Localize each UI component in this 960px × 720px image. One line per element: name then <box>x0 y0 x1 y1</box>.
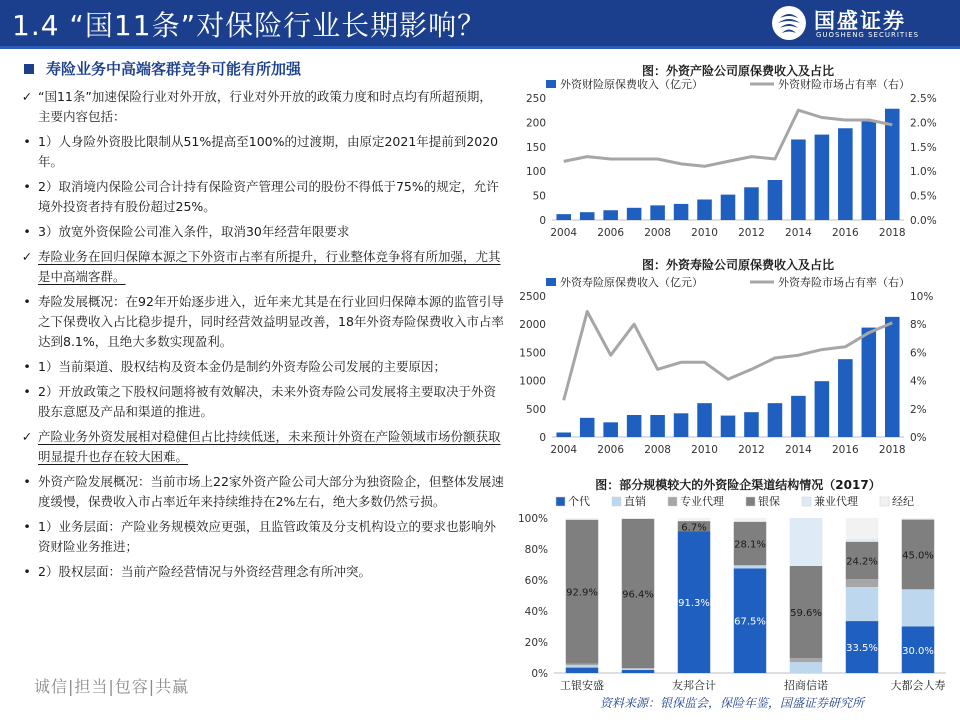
chart1-bar <box>580 212 595 220</box>
chart1-legend-swatch-bar <box>546 80 556 88</box>
chart2-y2-tick: 0% <box>910 432 927 444</box>
list-item <box>20 247 504 287</box>
list-item <box>20 517 504 557</box>
chart1-x-tick: 2012 <box>738 227 765 239</box>
bullet-icon: • <box>23 224 31 239</box>
chart3-legend-swatch <box>556 497 565 506</box>
chart1-bar <box>697 200 712 220</box>
chart2-bar <box>650 415 665 437</box>
list-item <box>20 562 504 582</box>
chart1-y-tick: 250 <box>525 93 546 105</box>
chart3-segment <box>846 518 878 539</box>
footer-motto: 诚信|担当|包容|共赢 <box>34 677 190 696</box>
chart1-x-tick: 2006 <box>597 227 625 239</box>
chart2-y-tick: 500 <box>525 403 546 416</box>
chart3-segment <box>902 518 934 520</box>
chart3-legend-swatch <box>880 497 889 506</box>
chart1-bar <box>650 205 665 220</box>
list-item <box>20 87 504 127</box>
section-subhead <box>20 56 504 82</box>
chart2-bar <box>768 403 783 437</box>
chart3-y-tick: 0% <box>531 668 548 680</box>
chart3-legend-label: 直销 <box>624 495 646 508</box>
chart1-y2-tick: 0.5% <box>910 190 937 203</box>
chart3-segment <box>622 670 654 673</box>
chart3-title: 图：部分规模较大的外资险企渠道结构情况（2017） <box>595 478 881 492</box>
list-item-text: 1）业务层面：产险业务规模效应更强，且监管政策及分支机构设立的要求也影响外资财险业务推进； <box>38 519 496 554</box>
chart1-bar <box>838 128 853 220</box>
chart2-y-tick: 2500 <box>519 291 546 303</box>
chart3-legend-swatch <box>746 497 755 506</box>
chart1-y2-tick: 2.0% <box>910 117 937 130</box>
chart2-y2-tick: 6% <box>910 347 927 360</box>
chart3-x-tick: 招商信诺 <box>784 679 828 692</box>
chart2-bar <box>580 418 595 437</box>
chart1-bar <box>791 139 806 220</box>
chart3-x-tick: 工银安盛 <box>560 679 604 692</box>
chart3-segment <box>902 589 934 626</box>
chart2-legend-swatch-bar <box>546 278 556 286</box>
chart3-data-label: 91.3% <box>678 598 710 610</box>
chart3-legend-label: 兼业代理 <box>814 495 858 508</box>
chart1-bar <box>768 180 783 220</box>
chart3-segment <box>790 518 822 566</box>
chart2-y-tick: 1000 <box>519 375 546 388</box>
chart1-y-tick: 150 <box>525 141 546 154</box>
chart1-y2-tick: 1.5% <box>910 141 937 154</box>
chart1-y-tick: 0 <box>539 215 546 227</box>
chart3-y-tick: 20% <box>524 637 548 649</box>
chart2-bar <box>674 413 689 437</box>
chart1-bar <box>556 214 571 220</box>
chart1-bar <box>674 204 689 220</box>
list-item <box>20 357 504 377</box>
list-item-text: 产险业务外资发展相对稳健但占比持续低迷，未来预计外资在产险领域市场份额获取明显提升也存在较大困难。 <box>38 429 501 464</box>
bullet-icon: • <box>23 564 31 579</box>
chart2-x-tick: 2014 <box>785 444 812 456</box>
list-item <box>20 222 504 242</box>
company-logo <box>770 4 950 42</box>
list-item <box>20 382 504 422</box>
chart2-y-tick: 1500 <box>519 347 546 360</box>
source-note: 资料来源：银保监会，保险年鉴，国盛证券研究所 <box>600 696 865 710</box>
chart2-y-tick: 0 <box>539 432 546 444</box>
chart1-bar <box>862 120 877 220</box>
chart3-data-label: 67.5% <box>734 616 766 628</box>
chart3-data-label: 92.9% <box>566 587 598 599</box>
chart3-data-label: 28.1% <box>734 539 766 551</box>
chart3-segment <box>846 539 878 542</box>
chart3-segment <box>566 668 598 673</box>
list-item <box>20 292 504 352</box>
chart2-y2-tick: 8% <box>910 319 927 332</box>
chart2-bar <box>556 432 571 437</box>
chart3-x-tick: 友邦合计 <box>672 679 716 692</box>
chart1-bar <box>885 109 900 220</box>
list-item <box>20 472 504 512</box>
chart2-bar <box>862 328 877 437</box>
chart-property-insurance <box>510 76 956 248</box>
bullet-icon: • <box>23 134 31 149</box>
check-icon: ✓ <box>21 249 33 264</box>
chart1-x-tick: 2014 <box>785 227 812 239</box>
list-item-text: 3）放宽外资保险公司准入条件，取消30年经营年限要求 <box>38 224 350 239</box>
chart2-bar <box>721 416 736 437</box>
check-icon: ✓ <box>21 429 33 444</box>
square-bullet-icon <box>24 64 34 74</box>
chart-channel-structure <box>510 492 956 694</box>
chart3-data-label: 6.7% <box>681 522 707 534</box>
header-bar <box>0 0 960 46</box>
chart2-x-tick: 2016 <box>831 444 859 456</box>
chart3-legend-label: 银保 <box>758 495 780 508</box>
logo-mark-icon <box>770 4 808 42</box>
page-title: 1.4 “国11条”对保险行业长期影响？ <box>12 9 487 42</box>
list-item-text: 寿险发展概况：在92年开始逐步进入，近年来尤其是在行业回归保障本源的监管引导之下保费收入占比稳步提升，同时经营效益明显改善，18年外资寿险保费收入市占率达到8.1%，且绝大多数实现盈利。 <box>38 294 504 349</box>
chart1-y-tick: 50 <box>532 190 546 203</box>
logo-text: 国盛证券 <box>814 9 906 33</box>
check-icon: ✓ <box>21 89 33 104</box>
chart3-legend-swatch <box>612 497 621 506</box>
chart2-x-tick: 2004 <box>550 444 578 456</box>
chart1-x-tick: 2016 <box>831 227 859 239</box>
chart3-legend-label: 经纪 <box>892 495 914 508</box>
chart3-segment <box>622 669 654 670</box>
chart2-bar <box>838 359 853 437</box>
chart2-bar <box>885 317 900 437</box>
chart1-bar <box>603 210 618 220</box>
chart3-segment <box>734 565 766 568</box>
header-rule <box>0 46 960 49</box>
chart3-segment <box>566 664 598 666</box>
chart2-bar <box>603 422 618 437</box>
bullet-icon: • <box>23 294 31 309</box>
chart3-segment <box>790 662 822 673</box>
chart1-x-tick: 2008 <box>644 227 671 239</box>
bullet-icon: • <box>23 519 31 534</box>
chart3-y-tick: 80% <box>524 544 548 556</box>
list-item-text: 2）股权层面：当前产险经营情况与外资经营理念有所冲突。 <box>38 564 371 579</box>
chart2-x-tick: 2008 <box>644 444 671 456</box>
list-item-text: 1）当前渠道、股权结构及资本金仍是制约外资寿险公司发展的主要原因； <box>38 359 446 374</box>
chart3-data-label: 45.0% <box>902 550 934 562</box>
bullet-icon: • <box>23 384 31 399</box>
bullet-icon: • <box>23 359 31 374</box>
chart2-x-tick: 2006 <box>597 444 625 456</box>
list-item-text: 2）开放政策之下股权问题将被有效解决，未来外资寿险公司发展将主要取决于外资股东意愿及产品和渠道的推进。 <box>38 384 496 419</box>
list-item-text: 外资产险发展概况：当前市场上22家外资产险公司大部分为独资险企，但整体发展速度缓慢，保费收入市占率近年来持续维持在2%左右，绝大多数仍然亏损。 <box>38 474 504 509</box>
chart1-x-tick: 2018 <box>878 227 906 239</box>
chart1-legend-label-bar: 外资财险原保费收入（亿元） <box>560 78 703 91</box>
chart3-data-label: 59.6% <box>790 608 822 620</box>
bullet-icon: • <box>23 179 31 194</box>
chart2-bar <box>815 381 830 437</box>
chart3-segment <box>846 587 878 621</box>
list-item <box>20 427 504 467</box>
chart2-y2-tick: 4% <box>910 375 927 388</box>
text-column <box>20 56 504 582</box>
list-item-text: 1）人身险外资股比限制从51%提高至100%的过渡期，由原定2021年提前到2020年。 <box>38 134 499 169</box>
chart1-y-tick: 200 <box>525 117 546 130</box>
bullet-icon: • <box>23 474 31 489</box>
chart2-legend-label-line: 外资寿险市场占有率（右） <box>778 276 910 289</box>
chart-life-insurance <box>510 270 956 466</box>
chart3-data-label: 96.4% <box>622 589 654 601</box>
chart2-bar <box>744 412 759 437</box>
chart1-legend-label-line: 外资财险市场占有率（右） <box>778 78 910 91</box>
chart2-y2-tick: 10% <box>910 291 934 303</box>
chart3-segment <box>734 518 766 522</box>
chart3-segment <box>846 579 878 587</box>
chart3-segment <box>790 658 822 662</box>
chart1-y2-tick: 1.0% <box>910 166 937 179</box>
chart3-y-tick: 40% <box>524 606 548 618</box>
chart3-data-label: 30.0% <box>902 645 934 657</box>
chart3-legend-label: 专业代理 <box>680 495 724 508</box>
chart2-y-tick: 2000 <box>519 319 546 332</box>
subhead-text: 寿险业务中高端客群竞争可能有所加强 <box>46 60 302 78</box>
chart1-y2-tick: 2.5% <box>910 93 937 105</box>
chart3-data-label: 24.2% <box>846 556 878 568</box>
chart3-legend-swatch <box>802 497 811 506</box>
chart2-x-tick: 2018 <box>878 444 906 456</box>
chart1-title: 图：外资产险公司原保费收入及占比 <box>641 64 834 78</box>
list-item <box>20 177 504 217</box>
logo-subtext: GUOSHENG SECURITIES <box>816 31 920 39</box>
chart1-x-tick: 2004 <box>550 227 578 239</box>
chart2-bar <box>697 403 712 437</box>
list-item-text: “国11条”加速保险行业对外开放，行业对外开放的政策力度和时点均有所超预期，主要内容包括： <box>38 89 492 124</box>
chart3-legend-label: 个代 <box>568 495 590 508</box>
chart2-x-tick: 2010 <box>691 444 718 456</box>
list-item-text: 2）取消境内保险公司合计持有保险资产管理公司的股份不得低于75%的规定，允许境外投资者持有股份超过25%。 <box>38 179 499 214</box>
chart3-data-label: 33.5% <box>846 643 878 655</box>
chart3-segment <box>622 518 654 519</box>
bullet-list <box>20 87 504 582</box>
chart2-bar <box>627 415 642 437</box>
chart1-bar <box>721 195 736 220</box>
chart1-bar <box>744 187 759 220</box>
chart3-segment <box>566 665 598 667</box>
chart3-segment <box>678 518 710 521</box>
chart3-legend-swatch <box>668 497 677 506</box>
chart2-legend-label-bar: 外资寿险原保费收入（亿元） <box>560 276 703 289</box>
chart1-x-tick: 2010 <box>691 227 718 239</box>
chart3-y-tick: 60% <box>524 575 548 587</box>
chart1-bar <box>815 135 830 220</box>
chart1-bar <box>627 208 642 220</box>
chart2-x-tick: 2012 <box>738 444 765 456</box>
chart1-y2-tick: 0.0% <box>910 215 937 227</box>
chart1-y-tick: 100 <box>525 166 546 179</box>
list-item-text: 寿险业务在回归保障本源之下外资市占率有所提升，行业整体竞争将有所加强，尤其是中高端客群。 <box>38 249 501 284</box>
chart3-x-tick: 大都会人寿 <box>890 679 946 692</box>
chart3-segment <box>566 518 598 520</box>
chart3-y-tick: 100% <box>517 513 548 525</box>
chart2-title: 图：外资寿险公司原保费收入及占比 <box>641 258 834 272</box>
chart2-y2-tick: 2% <box>910 403 927 416</box>
list-item <box>20 132 504 172</box>
chart2-bar <box>791 396 806 437</box>
